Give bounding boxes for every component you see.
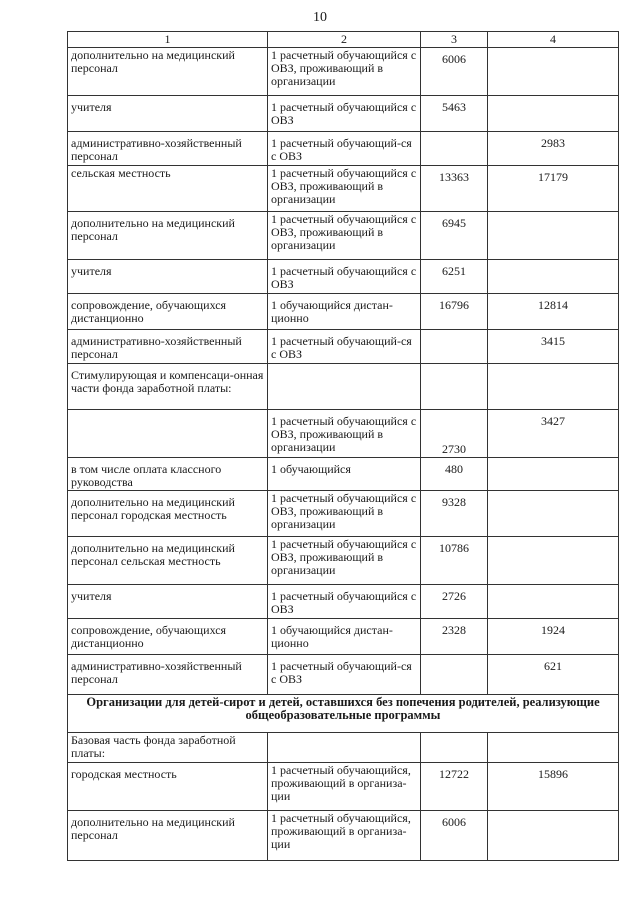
cell-value-3: 2726 xyxy=(421,585,488,619)
cell-value-4 xyxy=(488,458,619,491)
cell-value-4 xyxy=(488,364,619,410)
cell-unit xyxy=(268,733,421,763)
cell-category: городская местность xyxy=(68,763,268,811)
cell-category: сельская местность xyxy=(68,166,268,212)
table-row xyxy=(68,458,619,491)
cell-category: учителя xyxy=(68,585,268,619)
cell-unit: 1 расчетный обучающийся с ОВЗ xyxy=(268,585,421,619)
column-header: 3 xyxy=(421,32,488,48)
table-row xyxy=(68,655,619,695)
cell-value-4 xyxy=(488,811,619,861)
cell-category: учителя xyxy=(68,260,268,294)
cell-category: сопровождение, обучающихся дистанционно xyxy=(68,619,268,655)
cell-category: Стимулирующая и компенсаци-онная части фонда заработной платы: xyxy=(68,364,268,410)
cell-value-3: 12722 xyxy=(421,763,488,811)
cell-value-4: 1924 xyxy=(488,619,619,655)
cell-category: учителя xyxy=(68,96,268,132)
cell-unit: 1 обучающийся дистан-ционно xyxy=(268,619,421,655)
cell-unit: 1 расчетный обучающийся с ОВЗ, проживающий в организации xyxy=(268,537,421,585)
column-header: 4 xyxy=(488,32,619,48)
table-row xyxy=(68,132,619,166)
section-title: Организации для детей-сирот и детей, оставшихся без попечения родителей, реализующие общеобразовательные программы xyxy=(68,695,619,733)
table-row xyxy=(68,294,619,330)
cell-unit: 1 расчетный обучающийся с ОВЗ xyxy=(268,96,421,132)
table-row xyxy=(68,619,619,655)
cell-unit: 1 обучающийся дистан-ционно xyxy=(268,294,421,330)
cell-category: административно-хозяйственный персонал xyxy=(68,132,268,166)
cell-value-3: 5463 xyxy=(421,96,488,132)
table-row xyxy=(68,537,619,585)
cell-value-3: 6945 xyxy=(421,212,488,260)
cell-unit: 1 расчетный обучающий-ся с ОВЗ xyxy=(268,132,421,166)
table-row xyxy=(68,48,619,96)
table-row xyxy=(68,410,619,458)
cell-value-4: 15896 xyxy=(488,763,619,811)
cell-value-4 xyxy=(488,212,619,260)
column-header: 2 xyxy=(268,32,421,48)
cell-value-4: 12814 xyxy=(488,294,619,330)
cell-value-3: 6251 xyxy=(421,260,488,294)
cell-category: в том числе оплата классного руководства xyxy=(68,458,268,491)
cell-category: административно-хозяйственный персонал xyxy=(68,655,268,695)
cell-unit: 1 расчетный обучающийся с ОВЗ, проживающий в организации xyxy=(268,166,421,212)
table-row xyxy=(68,364,619,410)
cell-unit: 1 расчетный обучающийся с ОВЗ, проживающий в организации xyxy=(268,410,421,458)
table-header-row xyxy=(68,32,619,48)
cell-unit: 1 расчетный обучающий-ся с ОВЗ xyxy=(268,655,421,695)
table-row xyxy=(68,96,619,132)
cell-category: Базовая часть фонда заработной платы: xyxy=(68,733,268,763)
cell-unit: 1 расчетный обучающийся, проживающий в организа-ции xyxy=(268,763,421,811)
table-row xyxy=(68,330,619,364)
cell-value-3 xyxy=(421,364,488,410)
cell-value-4: 17179 xyxy=(488,166,619,212)
cell-value-3: 6006 xyxy=(421,48,488,96)
cell-category: дополнительно на медицинский персонал городская местность xyxy=(68,491,268,537)
cell-value-4 xyxy=(488,491,619,537)
cell-value-3: 480 xyxy=(421,458,488,491)
cell-value-3: 2730 xyxy=(421,410,488,458)
cell-category: дополнительно на медицинский персонал xyxy=(68,48,268,96)
cell-value-3 xyxy=(421,132,488,166)
table-row xyxy=(68,585,619,619)
cell-unit: 1 расчетный обучающий-ся с ОВЗ xyxy=(268,330,421,364)
cell-unit: 1 расчетный обучающийся, проживающий в организа-ции xyxy=(268,811,421,861)
cell-value-4: 3427 xyxy=(488,410,619,458)
cell-value-3: 9328 xyxy=(421,491,488,537)
cell-value-4: 2983 xyxy=(488,132,619,166)
column-header: 1 xyxy=(68,32,268,48)
cell-value-3: 2328 xyxy=(421,619,488,655)
cell-value-4: 3415 xyxy=(488,330,619,364)
cell-value-4: 621 xyxy=(488,655,619,695)
cell-value-3 xyxy=(421,733,488,763)
table-row xyxy=(68,763,619,811)
table-row xyxy=(68,491,619,537)
cell-category: административно-хозяйственный персонал xyxy=(68,330,268,364)
cell-value-4 xyxy=(488,48,619,96)
cell-value-3: 6006 xyxy=(421,811,488,861)
table-row xyxy=(68,811,619,861)
table-row xyxy=(68,166,619,212)
table-row xyxy=(68,212,619,260)
cell-value-4 xyxy=(488,260,619,294)
cell-category: дополнительно на медицинский персонал xyxy=(68,212,268,260)
cell-unit: 1 расчетный обучающийся с ОВЗ, проживающий в организации xyxy=(268,491,421,537)
cell-unit: 1 обучающийся xyxy=(268,458,421,491)
page-number: 10 xyxy=(313,10,327,25)
cell-value-3: 13363 xyxy=(421,166,488,212)
cell-unit: 1 расчетный обучающийся с ОВЗ xyxy=(268,260,421,294)
cell-unit: 1 расчетный обучающийся с ОВЗ, проживающий в организации xyxy=(268,48,421,96)
cell-category: дополнительно на медицинский персонал xyxy=(68,811,268,861)
cell-category: сопровождение, обучающихся дистанционно xyxy=(68,294,268,330)
cell-value-4 xyxy=(488,537,619,585)
cell-category: дополнительно на медицинский персонал сельская местность xyxy=(68,537,268,585)
cell-value-3 xyxy=(421,655,488,695)
section-row xyxy=(68,695,619,733)
cell-category xyxy=(68,410,268,458)
cell-value-4 xyxy=(488,96,619,132)
cell-value-3: 10786 xyxy=(421,537,488,585)
cell-value-3 xyxy=(421,330,488,364)
norms-table xyxy=(67,31,619,861)
table-row xyxy=(68,733,619,763)
cell-value-4 xyxy=(488,733,619,763)
cell-unit xyxy=(268,364,421,410)
cell-value-4 xyxy=(488,585,619,619)
table-row xyxy=(68,260,619,294)
cell-unit: 1 расчетный обучающийся с ОВЗ, проживающий в организации xyxy=(268,212,421,260)
cell-value-3: 16796 xyxy=(421,294,488,330)
